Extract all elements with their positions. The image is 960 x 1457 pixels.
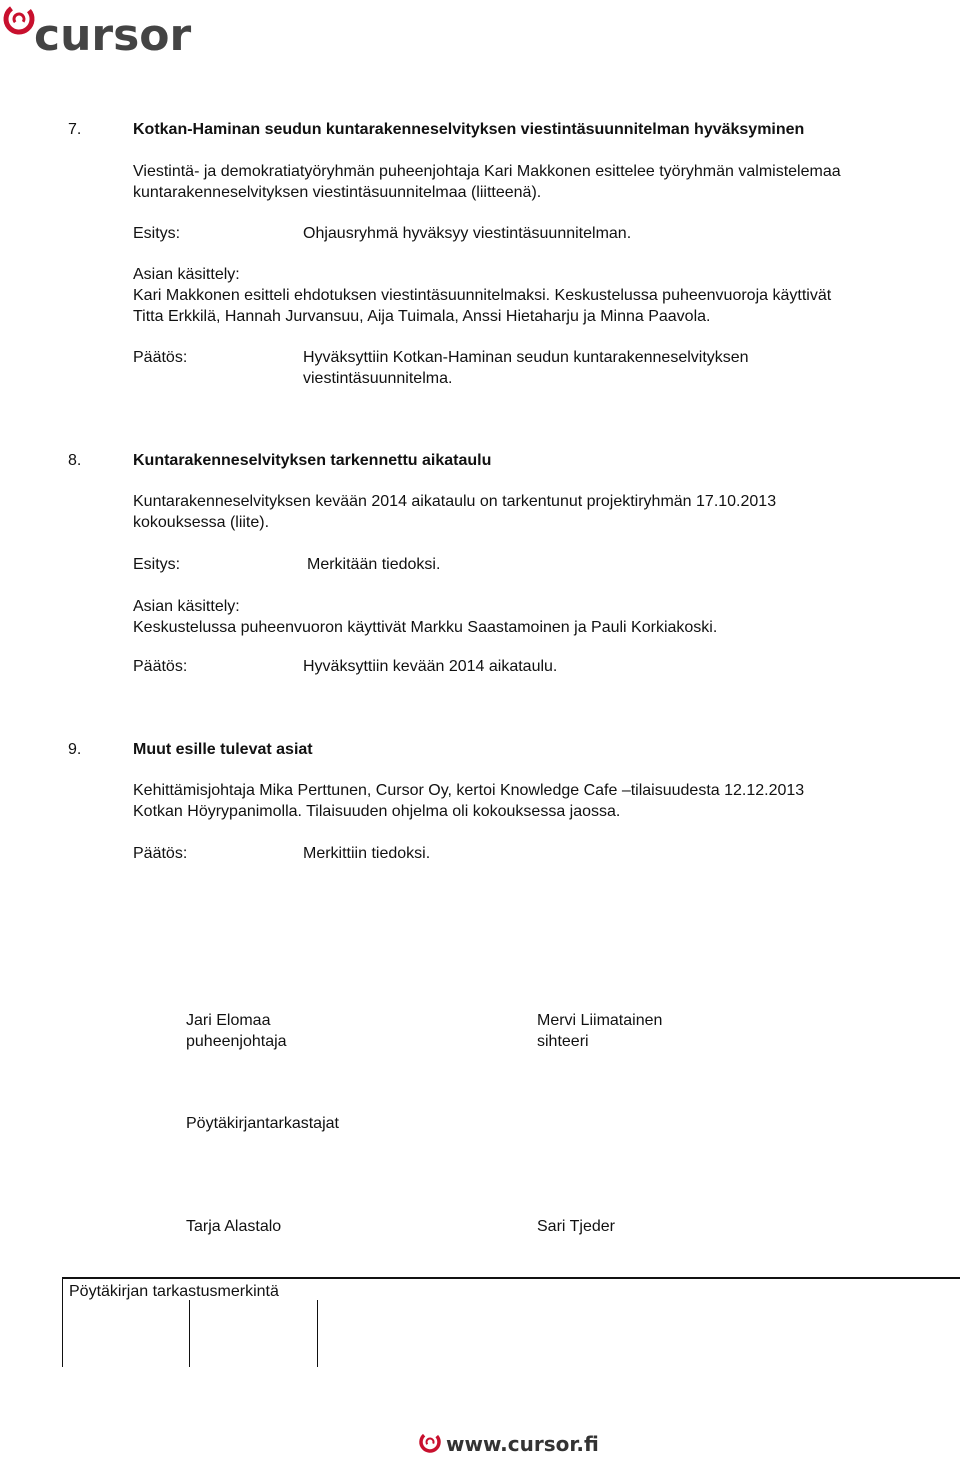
reviewer-2-name: Sari Tjeder: [537, 1218, 615, 1235]
section-8-title: Kuntarakenneselvityksen tarkennettu aikataulu: [133, 452, 492, 469]
section-8-asian-line-1: Keskustelussa puheenvuoron käyttivät Markku Saastamoinen ja Pauli Korkiakoski.: [133, 619, 718, 636]
section-7-intro-line-1: Viestintä- ja demokratiatyöryhmän puheenjohtaja Kari Makkonen esittelee työryhmän valmistelemaa: [133, 163, 841, 180]
section-7-paatos-line-2: viestintäsuunnitelma.: [303, 370, 453, 387]
footer-url: www.cursor.fi: [446, 1432, 599, 1456]
section-7-paatos-label: Päätös:: [133, 349, 188, 366]
check-box-divider-left: [62, 1277, 63, 1367]
chair-role: puheenjohtaja: [186, 1033, 287, 1050]
section-8-paatos-line-1: Hyväksyttiin kevään 2014 aikataulu.: [303, 658, 558, 675]
section-9-number: 9.: [68, 741, 82, 758]
section-9-title: Muut esille tulevat asiat: [133, 741, 313, 758]
section-7-number: 7.: [68, 121, 82, 138]
section-7-asian-line-1: Kari Makkonen esitteli ehdotuksen viestintäsuunnitelmaksi. Keskustelussa puheenvuoroja käyttivät: [133, 287, 832, 304]
section-9-paatos-label: Päätös:: [133, 845, 188, 862]
secretary-role: sihteeri: [537, 1033, 589, 1050]
check-box-label: Pöytäkirjan tarkastusmerkintä: [69, 1283, 279, 1300]
section-7-esitys-text: Ohjausryhmä hyväksyy viestintäsuunnitelman.: [303, 225, 632, 242]
section-8-intro-line-1: Kuntarakenneselvityksen kevään 2014 aikataulu on tarkentunut projektiryhmän 17.10.2013: [133, 493, 777, 510]
section-7-asian-label: Asian käsittely:: [133, 266, 240, 283]
footer-logo-mark-icon: [418, 1430, 444, 1456]
section-8-esitys-text: Merkitään tiedoksi.: [307, 556, 441, 573]
cursor-logo-text: cursor: [34, 10, 192, 61]
section-9-intro-line-1: Kehittämisjohtaja Mika Perttunen, Cursor Oy, kertoi Knowledge Cafe –tilaisuudesta 12.12.2013: [133, 782, 805, 799]
footer-logo: [418, 1428, 598, 1456]
secretary-name: Mervi Liimatainen: [537, 1012, 663, 1029]
section-7-intro-line-2: kuntarakenneselvityksen viestintäsuunnitelmaa (liitteenä).: [133, 184, 542, 201]
check-box-divider-1: [189, 1300, 190, 1367]
section-9-intro-line-2: Kotkan Höyrypanimolla. Tilaisuuden ohjelma oli kokouksessa jaossa.: [133, 803, 621, 820]
section-7-paatos-line-1: Hyväksyttiin Kotkan-Haminan seudun kuntarakenneselvityksen: [303, 349, 749, 366]
reviewer-1-name: Tarja Alastalo: [186, 1218, 282, 1235]
section-8-esitys-label: Esitys:: [133, 556, 181, 573]
chair-name: Jari Elomaa: [186, 1012, 271, 1029]
reviewers-heading: Pöytäkirjantarkastajat: [186, 1115, 339, 1132]
section-8-asian-label: Asian käsittely:: [133, 598, 240, 615]
section-7-title: Kotkan-Haminan seudun kuntarakenneselvityksen viestintäsuunnitelman hyväksyminen: [133, 121, 805, 138]
section-7-esitys-label: Esitys:: [133, 225, 181, 242]
section-8-intro-line-2: kokouksessa (liite).: [133, 514, 270, 531]
check-box-divider-2: [317, 1300, 318, 1367]
section-9-paatos-line-1: Merkittiin tiedoksi.: [303, 845, 431, 862]
section-8-paatos-label: Päätös:: [133, 658, 188, 675]
cursor-logo: [2, 2, 192, 62]
check-box-top-border: [62, 1277, 960, 1279]
section-8-number: 8.: [68, 452, 82, 469]
section-7-asian-line-2: Titta Erkkilä, Hannah Jurvansuu, Aija Tuimala, Anssi Hietaharju ja Minna Paavola.: [133, 308, 711, 325]
